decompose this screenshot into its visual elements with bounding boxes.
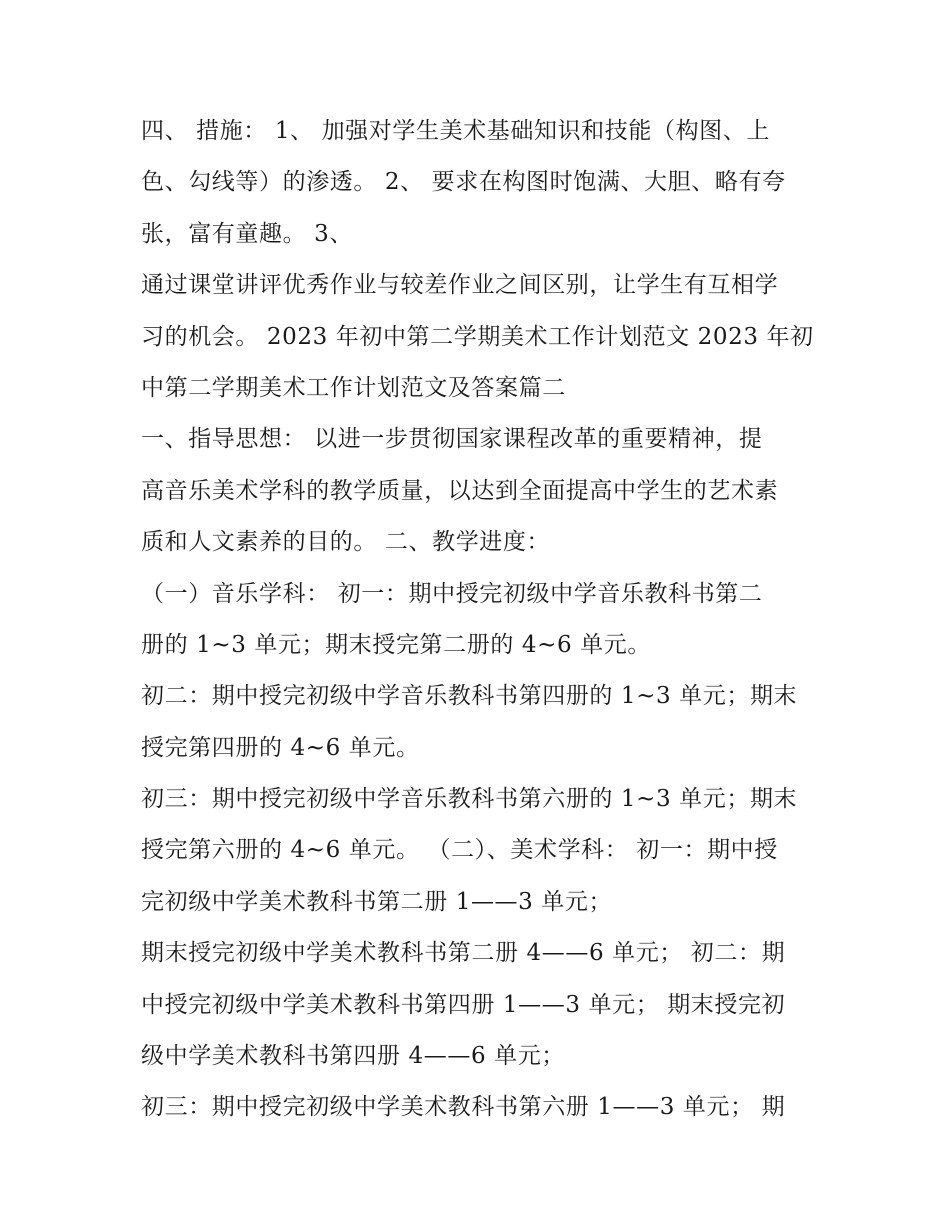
text-line: 册的 1~3 单元；期末授完第二册的 4~6 单元。 [141,631,651,658]
text-line: 中授完初级中学美术教科书第四册 1——3 单元； 期末授完初 [141,991,786,1018]
text-line: 高音乐美术学科的教学质量，以达到全面提高中学生的艺术素 [141,477,779,504]
text-line: 色、勾线等）的渗透。 2、 要求在构图时饱满、大胆、略有夸 [141,169,786,196]
text-line: 张，富有童趣。 3、 [141,220,353,247]
text-line: （一）音乐学科： 初一：期中授完初级中学音乐教科书第二 [141,580,763,607]
text-line: 通过课堂讲评优秀作业与较差作业之间区别，让学生有互相学 [141,272,779,299]
document-body [141,106,841,1134]
text-line: 初三：期中授完初级中学音乐教科书第六册的 1~3 单元；期末 [141,786,798,813]
text-line: 质和人文素养的目的。 二、教学进度： [141,529,551,556]
text-line: 期末授完初级中学美术教科书第二册 4——6 单元； 初二：期 [141,940,786,967]
text-line: 一、指导思想： 以进一步贯彻国家课程改革的重要精神，提 [141,426,763,453]
text-line: 中第二学期美术工作计划范文及答案篇二 [141,374,566,401]
text-line: 级中学美术教科书第四册 4——6 单元； [141,1043,565,1070]
text-line: 习的机会。 2023 年初中第二学期美术工作计划范文 2023 年初 [141,323,814,350]
text-line: 初二：期中授完初级中学音乐教科书第四册的 1~3 单元；期末 [141,683,798,710]
text-line: 授完第六册的 4~6 单元。 （二）、美术学科： 初一：期中授 [141,837,778,864]
text-line: 授完第四册的 4~6 单元。 [141,734,420,761]
text-line: 完初级中学美术教科书第二册 1——3 单元； [141,888,613,915]
text-line: 初三：期中授完初级中学美术教科书第六册 1——3 单元； 期 [141,1094,786,1121]
text-line: 四、 措施： 1、 加强对学生美术基础知识和技能（构图、上 [141,118,770,144]
